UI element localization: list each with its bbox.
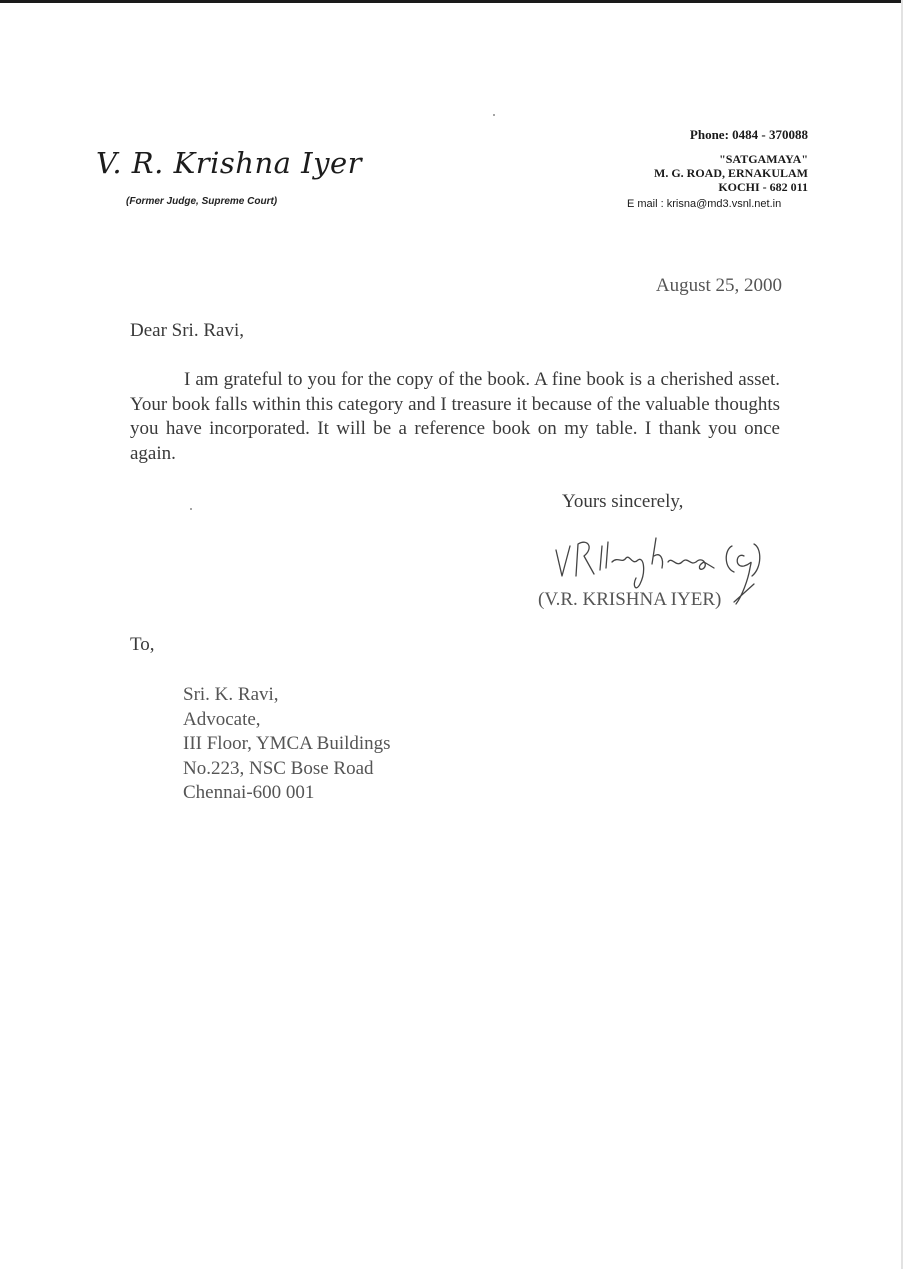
recipient-address — [183, 683, 391, 806]
salutation: Dear Sri. Ravi, — [130, 320, 244, 341]
letterhead-address — [654, 152, 808, 194]
signatory-name: (V.R. KRISHNA IYER) — [538, 589, 722, 610]
to-label: To, — [130, 634, 155, 655]
letterhead-email: E mail : krisna@md3.vsnl.net.in — [627, 198, 782, 210]
address-line: "SATGAMAYA" — [719, 152, 808, 166]
scan-speck — [493, 114, 495, 116]
recipient-line: III Floor, YMCA Buildings — [183, 733, 391, 754]
letterhead-name: V. R. Krishna Iyer — [96, 146, 362, 180]
scan-top-edge — [0, 0, 903, 3]
scan-speck — [190, 508, 192, 510]
recipient-line: Sri. K. Ravi, — [183, 684, 279, 705]
letterhead-phone: Phone: 0484 - 370088 — [689, 127, 808, 142]
recipient-line: Advocate, — [183, 708, 261, 730]
recipient-line: No.223, NSC Bose Road — [183, 757, 374, 779]
letterhead-title: (Former Judge, Supreme Court) — [126, 196, 278, 207]
letter-body: I am grateful to you for the copy of the book. A fine book is a cherished asset. Your book falls within this category and I treasure it because of the valuable thoughts you have incorporated. It will be a reference book on my table. I thank you once again. — [130, 369, 780, 464]
closing: Yours sincerely, — [562, 491, 684, 512]
letter-date: August 25, 2000 — [655, 275, 782, 296]
address-line: KOCHI - 682 011 — [718, 180, 808, 194]
recipient-line: Chennai-600 001 — [183, 782, 315, 803]
address-line: M. G. ROAD, ERNAKULAM — [654, 166, 808, 180]
